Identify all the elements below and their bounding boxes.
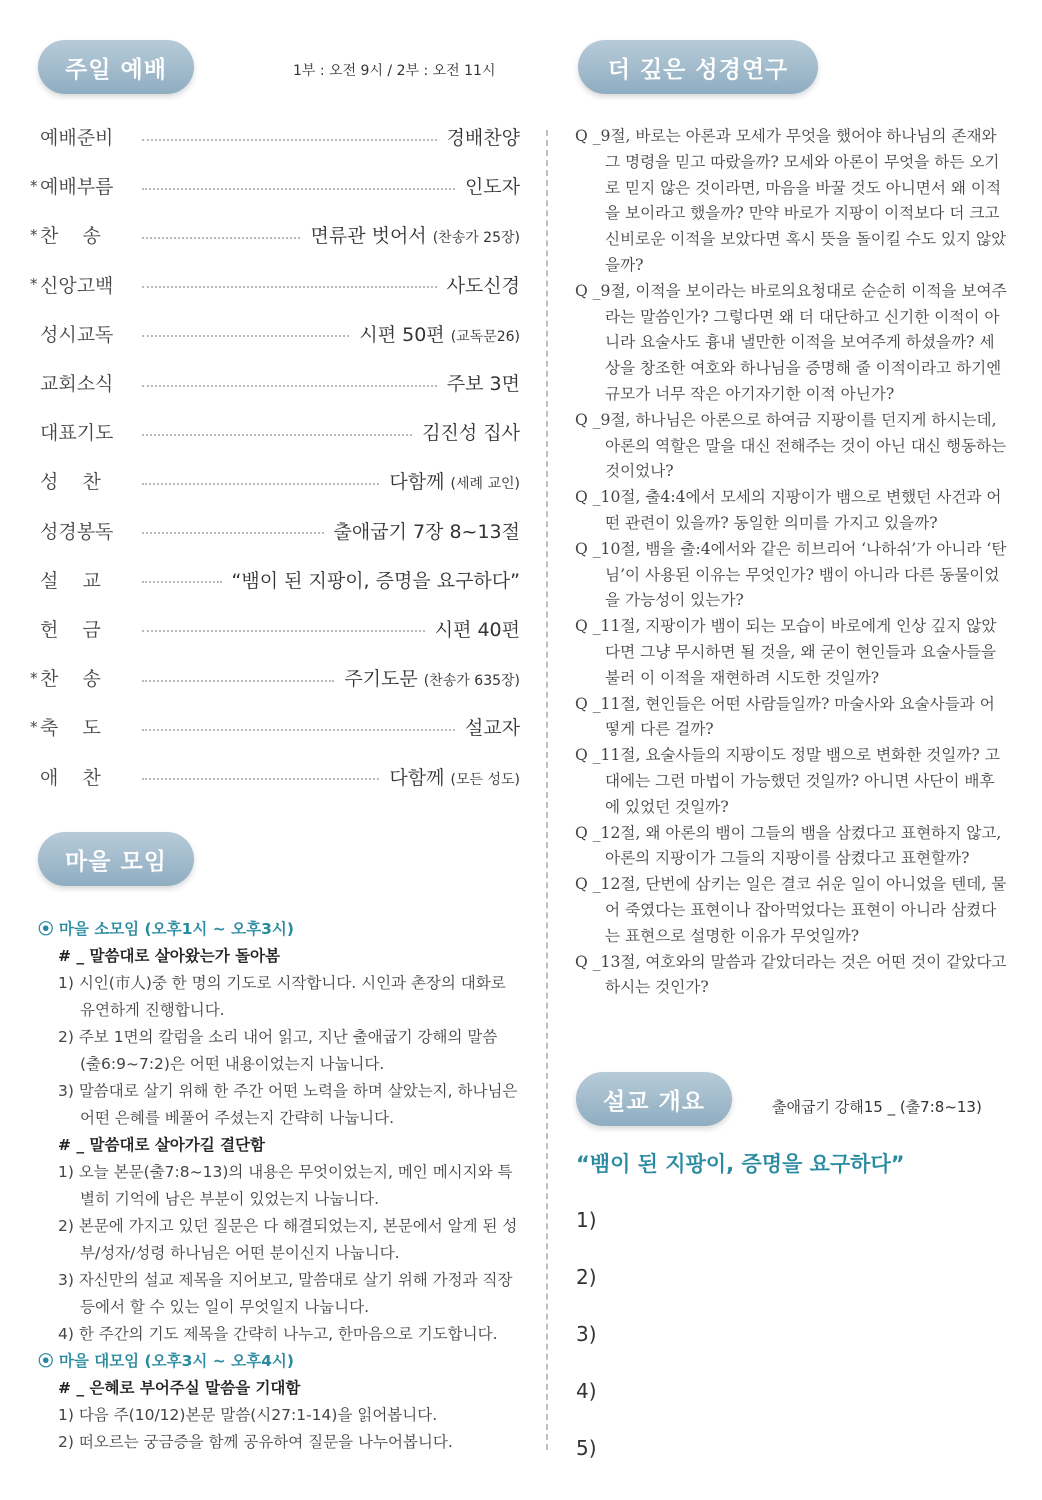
- dotted-leader: [142, 680, 334, 682]
- worship-times: 1부 : 오전 9시 / 2부 : 오전 11시: [293, 63, 496, 79]
- worship-item-label: 성시교독: [40, 323, 114, 346]
- worship-item-value: [232, 566, 521, 593]
- worship-item-value-main: 주기도문: [344, 668, 418, 691]
- outline-number-3: 3): [576, 1322, 597, 1346]
- dotted-leader: [142, 188, 455, 190]
- question-item: Q _9절, 바로는 아론과 모세가 무엇을 했어야 하나님의 존재와 그 명령을 믿고 따랐을까? 모세와 아론이 무엇을 하든 오기로 믿지 않은 것이라면, 마음을 바꿀 것도 아니면서 왜 이적을 보이라고 했을까? 만약 바로가 지팡이 이적보다 더 크고 신비로운 이적을 보았다면 혹시 뜻을 돌이킬 수도 있지 않았을까?: [575, 127, 1007, 274]
- small-group-list1: [38, 970, 518, 1132]
- worship-item-value-sub: (찬송가 25장): [432, 230, 520, 247]
- worship-item-value-main: “뱀이 된 지팡이, 증명을 요구하다”: [231, 569, 520, 592]
- worship-item-value: [435, 615, 520, 642]
- worship-item-value-sub: (모든 성도): [450, 771, 520, 788]
- worship-row: [30, 456, 520, 505]
- small-group-sub1: # _ 말씀대로 살아왔는가 돌아봄: [58, 947, 280, 965]
- worship-row: [30, 604, 520, 653]
- worship-row: [30, 260, 520, 309]
- question-item: Q _12절, 왜 아론의 뱀이 그들의 뱀을 삼켰다고 표현하지 않고, 아론의 지팡이가 그들의 지팡이를 삼켰다고 표현할까?: [575, 823, 1002, 868]
- worship-item-value: [344, 664, 520, 691]
- worship-item-value-sub: (세례 교인): [450, 476, 520, 493]
- large-group-sub: # _ 은혜로 부어주실 말씀을 기대함: [58, 1379, 301, 1397]
- dotted-leader: [142, 237, 300, 239]
- dotted-leader: [142, 532, 324, 534]
- worship-item-value-main: 출애굽기 7장 8~13절: [333, 520, 520, 543]
- dotted-leader: [142, 139, 437, 141]
- worship-item-value-main: 김진성 집사: [422, 422, 520, 445]
- village-content: [38, 916, 518, 1456]
- worship-item-label: 예배준비: [40, 127, 114, 150]
- worship-item-value: [447, 369, 520, 396]
- worship-row: [30, 702, 520, 751]
- worship-item-value: [359, 320, 520, 347]
- question-item: Q _11절, 현인들은 어떤 사람들일까? 마술사와 요술사들과 어떻게 다른 걸까?: [575, 694, 995, 739]
- question-item: Q _10절, 출4:4에서 모세의 지팡이가 뱀으로 변했던 사건과 어떤 관련이 있을까? 동일한 의미를 가지고 있을까?: [575, 488, 1002, 532]
- worship-item-label: 대표기도: [40, 422, 114, 445]
- worship-row: [30, 358, 520, 407]
- outline-number-4: 4): [576, 1379, 597, 1403]
- worship-item-value: [447, 271, 520, 298]
- study-title: 더 깊은 성경연구: [578, 40, 818, 94]
- small-group-sub2: # _ 말씀대로 살아가길 결단함: [58, 1136, 266, 1154]
- required-star: *: [30, 717, 38, 736]
- worship-item-value-main: 다함께: [389, 471, 445, 494]
- worship-item-value-main: 인도자: [464, 176, 520, 199]
- outline-number-1: 1): [576, 1208, 597, 1232]
- worship-item-value-main: 사도신경: [446, 274, 520, 297]
- worship-row: [30, 506, 520, 555]
- list-item: 1) 다음 주(10/12)본문 말씀(시27:1-14)을 읽어봅니다.: [58, 1406, 438, 1424]
- worship-item-label: 헌 금: [40, 618, 101, 641]
- sermon-ref: 출애굽기 강해15 _ (출7:8~13): [772, 1098, 982, 1116]
- worship-row: [30, 309, 520, 358]
- list-item: 2) 본문에 가지고 있던 질문은 다 해결되었는지, 본문에서 알게 된 성부/성자/성령 하나님은 어떤 분이신지 나눕니다.: [58, 1217, 518, 1262]
- required-star: *: [30, 668, 38, 687]
- worship-item-value: [465, 172, 520, 199]
- worship-item-label: 성경봉독: [40, 520, 114, 543]
- list-item: 3) 자신만의 설교 제목을 지어보고, 말씀대로 살기 위해 가정과 직장 등에서 할 수 있는 일이 무엇일지 나눕니다.: [58, 1271, 513, 1316]
- question-item: Q _10절, 뱀을 출:4에서와 같은 히브리어 ‘나하쉬’가 아니라 ‘탄님’이 사용된 이유는 무엇인가? 뱀이 아니라 다른 동물이었을 가능성이 있는가?: [575, 539, 1007, 610]
- worship-row: [30, 210, 520, 259]
- worship-item-value: [465, 713, 520, 740]
- dotted-leader: [142, 581, 222, 583]
- outline-number-2: 2): [576, 1265, 597, 1289]
- worship-item-value: [310, 221, 520, 248]
- list-item: 4) 한 주간의 기도 제목을 간략히 나누고, 한마음으로 기도합니다.: [58, 1325, 498, 1343]
- list-item: 1) 오늘 본문(출7:8~13)의 내용은 무엇이었는지, 메인 메시지와 특별히 기억에 남은 부분이 있었는지 나눕니다.: [58, 1163, 513, 1208]
- study-questions: [575, 124, 1007, 1001]
- question-item: Q _9절, 이적을 보이라는 바로의요청대로 순순히 이적을 보여주라는 말씀인가? 그렇다면 왜 더 대단하고 신기한 이적이 아니라 요술사도 흉내 낼만한 이적을 보여주게 하셨을까? 세상을 창조한 여호와 하나님을 증명해 줄 이적이라고 하기엔 규모가 너무 작은 아기자기한 이적 아닌가?: [575, 281, 1007, 403]
- worship-item-value: [447, 123, 520, 150]
- worship-title: 주일 예배: [38, 40, 194, 94]
- worship-item-label: 찬 송: [40, 668, 101, 691]
- sermon-heading: “뱀이 된 지팡이, 증명을 요구하다”: [576, 1152, 905, 1176]
- small-group-list2: [38, 1159, 518, 1348]
- list-item: 3) 말씀대로 살기 위해 한 주간 어떤 노력을 하며 살았는지, 하나님은 어떤 은혜를 베풀어 주셨는지 간략히 나눕니다.: [58, 1082, 518, 1127]
- question-item: Q _9절, 하나님은 아론으로 하여금 지팡이를 던지게 하시는데, 아론의 역할은 말을 대신 전해주는 것이 아닌 대신 행동하는 것이었나?: [575, 410, 1007, 481]
- worship-row: [30, 112, 520, 161]
- worship-item-label: 찬 송: [40, 225, 101, 248]
- list-item: 1) 시인(市人)중 한 명의 기도로 시작합니다. 시인과 촌장의 대화로 유연하게 진행합니다.: [58, 974, 506, 1019]
- sermon-outline-title: 설교 개요: [576, 1072, 732, 1126]
- large-group-list: [38, 1402, 518, 1456]
- large-group-heading: ⦿ 마을 대모임 (오후3시 ~ 오후4시): [38, 1352, 294, 1370]
- worship-item-value-main: 면류관 벗어서: [310, 225, 427, 248]
- worship-item-label: 교회소식: [40, 373, 114, 396]
- worship-item-value: [334, 517, 520, 544]
- dotted-leader: [142, 335, 349, 337]
- worship-item-value-main: 시편 50편: [359, 323, 445, 346]
- small-group-heading: ⦿ 마을 소모임 (오후1시 ~ 오후3시): [38, 920, 294, 938]
- worship-item-value-main: 다함께: [389, 766, 445, 789]
- worship-row: [30, 653, 520, 702]
- worship-item-value-main: 시편 40편: [434, 618, 520, 641]
- worship-row: [30, 407, 520, 456]
- worship-item-value-sub: (교독문26): [450, 328, 520, 345]
- worship-item-label: 예배부름: [40, 176, 114, 199]
- question-item: Q _11절, 요술사들의 지팡이도 정말 뱀으로 변화한 것일까? 고대에는 그런 마법이 가능했던 것일까? 아니면 사단이 배후에 있었던 것일까?: [575, 746, 1000, 816]
- dotted-leader: [142, 483, 379, 485]
- dotted-leader: [142, 630, 425, 632]
- worship-row: [30, 751, 520, 800]
- dotted-leader: [142, 729, 455, 731]
- worship-item-value-main: 주보 3면: [446, 373, 520, 396]
- question-item: Q _13절, 여호와의 말씀과 같았더라는 것은 어떤 것이 같았다고 하시는 것인가?: [575, 952, 1007, 997]
- dotted-leader: [142, 286, 437, 288]
- worship-item-label: 신앙고백: [40, 274, 114, 297]
- worship-item-label: 성 찬: [40, 471, 101, 494]
- worship-row: [30, 555, 520, 604]
- worship-item-label: 축 도: [40, 717, 101, 740]
- question-item: Q _11절, 지팡이가 뱀이 되는 모습이 바로에게 인상 깊지 않았다면 그냥 무시하면 될 것을, 왜 굳이 현인들과 요술사들을 불러 이 이적을 재현하려 시도한 것일까?: [575, 617, 997, 687]
- village-title: 마을 모임: [38, 832, 194, 886]
- worship-item-label: 설 교: [40, 569, 101, 592]
- dotted-leader: [142, 778, 379, 780]
- column-divider: [546, 130, 548, 1450]
- worship-item-value-main: 설교자: [464, 717, 520, 740]
- worship-item-value: [422, 418, 520, 445]
- outline-number-5: 5): [576, 1436, 597, 1460]
- question-item: Q _12절, 단번에 삼키는 일은 결코 쉬운 일이 아니었을 텐데, 물어 죽였다는 표현이나 잡아먹었다는 표현이 아니라 삼켰다는 표현으로 설명한 이유가 무엇일까?: [575, 875, 1007, 945]
- list-item: 2) 떠오르는 궁금증을 함께 공유하여 질문을 나누어봅니다.: [58, 1433, 453, 1451]
- required-star: *: [30, 176, 38, 195]
- dotted-leader: [142, 385, 437, 387]
- worship-order: [30, 112, 520, 801]
- worship-row: [30, 161, 520, 210]
- worship-item-value-sub: (찬송가 635장): [423, 673, 520, 690]
- dotted-leader: [142, 434, 412, 436]
- required-star: *: [30, 225, 38, 244]
- worship-item-value: [389, 467, 520, 494]
- required-star: *: [30, 275, 38, 294]
- worship-item-value: [389, 763, 520, 790]
- list-item: 2) 주보 1면의 칼럼을 소리 내어 읽고, 지난 출애굽기 강해의 말씀(출6:9~7:2)은 어떤 내용이었는지 나눕니다.: [58, 1028, 498, 1073]
- worship-item-value-main: 경배찬양: [446, 127, 520, 150]
- worship-item-label: 애 찬: [40, 766, 101, 789]
